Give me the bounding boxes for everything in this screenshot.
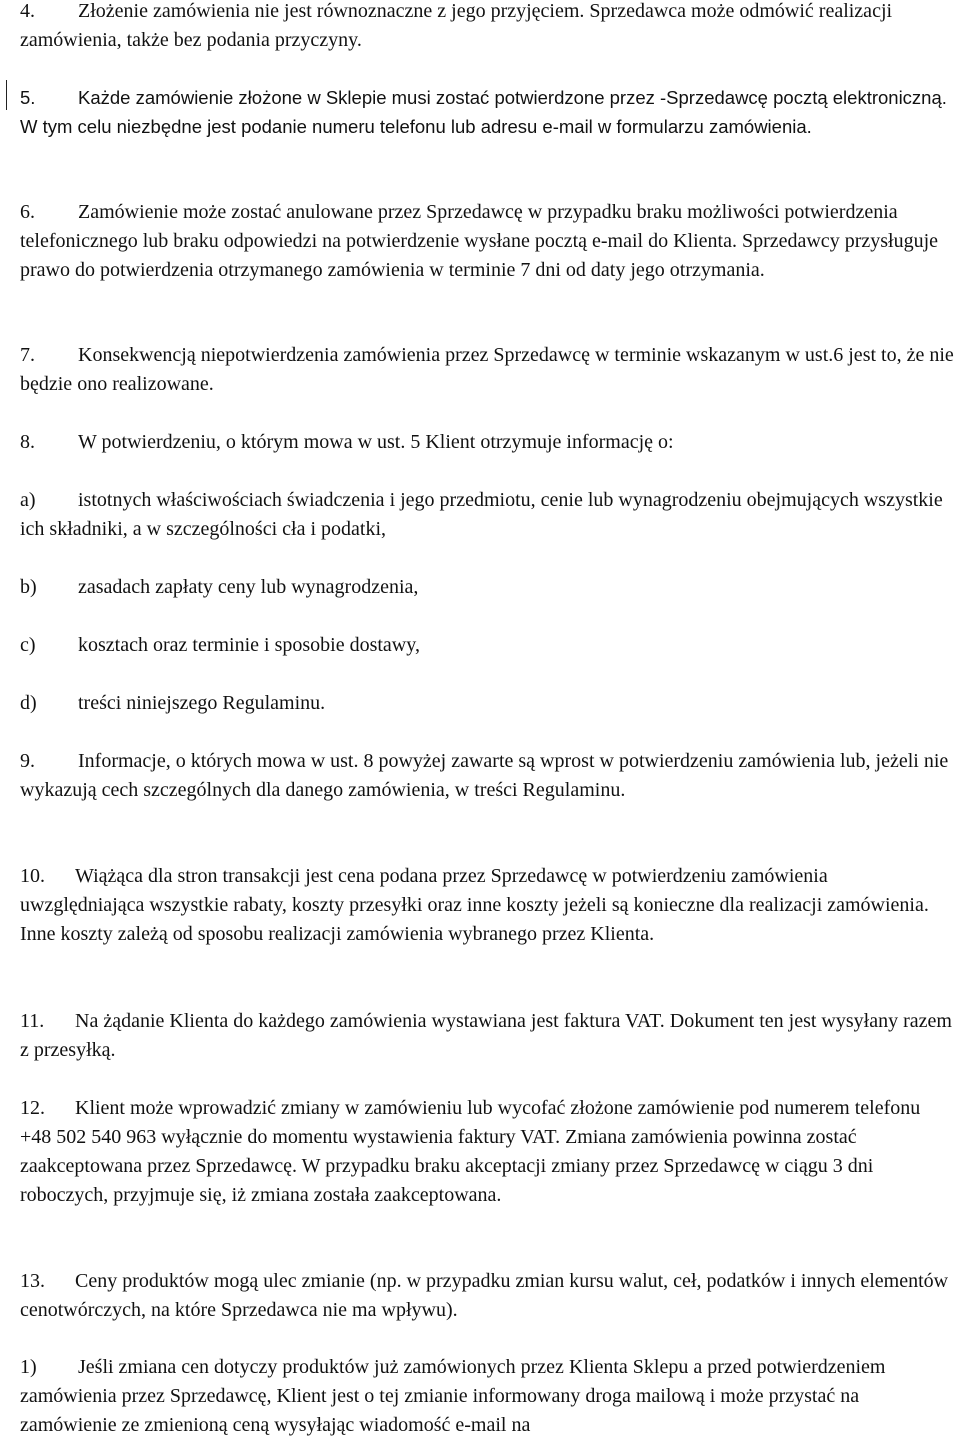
paragraph-text: Zamówienie może zostać anulowane przez Sprzedawcę w przypadku braku możliwości potwierdzenia telefonicznego lub braku odpowiedzi na potwierdzenie wysłane pocztą e-mail do Klienta. Sprzedawcy przysługuje prawo do potwierdzenia otrzymanego zamówienia w terminie 7 dni od daty jego otrzymania. bbox=[20, 201, 938, 281]
paragraph-13 bbox=[20, 1267, 956, 1325]
list-item-c bbox=[20, 631, 956, 660]
list-item-text: kosztach oraz terminie i sposobie dostawy, bbox=[78, 634, 420, 656]
paragraph-5 bbox=[20, 83, 956, 141]
paragraph-text-continued: wyłącznie do momentu wystawienia faktury VAT. Zmiana zamówienia powinna zostać zaakceptowana przez Sprzedawcę. W przypadku braku akceptacji zmiany przez Sprzedawcę w ciągu 3 dni roboczych, przyjmuje się, iż zmiana została zaakceptowana. bbox=[20, 1126, 874, 1206]
paragraph-4 bbox=[20, 0, 956, 55]
paragraph-12 bbox=[20, 1094, 956, 1210]
list-item-b bbox=[20, 573, 956, 602]
paragraph-9 bbox=[20, 747, 956, 805]
list-item-d bbox=[20, 689, 956, 718]
paragraph-number: 4. bbox=[20, 0, 35, 22]
paragraph-7 bbox=[20, 341, 956, 399]
list-item-text: treści niniejszego Regulaminu. bbox=[78, 692, 326, 714]
paragraph-text: Na żądanie Klienta do każdego zamówienia wystawiana jest faktura VAT. Dokument ten jest wysyłany razem z przesyłką. bbox=[20, 1010, 952, 1061]
paragraph-number: 5. bbox=[20, 87, 36, 108]
phone-number: +48 502 540 963 bbox=[20, 1126, 157, 1148]
list-item-text: Jeśli zmiana cen dotyczy produktów już zamówionych przez Klienta Sklepu a przed potwierdzeniem zamówienia przez Sprzedawcę, Klient jest o tej zmianie informowany droga mailową i może przystać na zamówienie ze zmienioną ceną wysyłając wiadomość e-mail na bbox=[20, 1356, 886, 1436]
paragraph-6 bbox=[20, 198, 956, 285]
revision-bar bbox=[6, 80, 7, 110]
list-item-letter: a) bbox=[20, 489, 36, 511]
list-item-letter: b) bbox=[20, 576, 37, 598]
paragraph-10 bbox=[20, 862, 956, 949]
paragraph-number: 12. bbox=[20, 1097, 45, 1119]
paragraph-number: 8. bbox=[20, 431, 35, 453]
paragraph-text: Każde zamówienie złożone w Sklepie musi zostać potwierdzone przez -Sprzedawcę pocztą elektroniczną. W tym celu niezbędne jest podanie numeru telefonu lub adresu e-mail w formularzu zamówienia. bbox=[20, 87, 947, 137]
list-item-letter: d) bbox=[20, 692, 37, 714]
paragraph-number: 6. bbox=[20, 201, 35, 223]
paragraph-number: 7. bbox=[20, 344, 35, 366]
paragraph-number: 11. bbox=[20, 1010, 45, 1032]
paragraph-text: Informacje, o których mowa w ust. 8 powyżej zawarte są wprost w potwierdzeniu zamówienia lub, jeżeli nie wykazują cech szczególnych dla danego zamówienia, w treści Regulaminu. bbox=[20, 750, 949, 801]
list-item-letter: c) bbox=[20, 634, 36, 656]
paragraph-8 bbox=[20, 428, 956, 457]
list-item-text: istotnych właściwościach świadczenia i jego przedmiotu, cenie lub wynagrodzeniu obejmujących wszystkie ich składniki, a w szczególności cła i podatki, bbox=[20, 489, 943, 540]
list-item-13-1 bbox=[20, 1353, 956, 1440]
list-item-number: 1) bbox=[20, 1356, 37, 1378]
paragraph-text: W potwierdzeniu, o którym mowa w ust. 5 Klient otrzymuje informację o: bbox=[78, 431, 674, 453]
paragraph-number: 10. bbox=[20, 865, 45, 887]
paragraph-text: Klient może wprowadzić zmiany w zamówieniu lub wycofać złożone zamówienie pod numerem telefonu bbox=[75, 1097, 921, 1119]
list-item-text: zasadach zapłaty ceny lub wynagrodzenia, bbox=[78, 576, 419, 598]
paragraph-11 bbox=[20, 1007, 956, 1065]
list-item-a bbox=[20, 486, 956, 544]
paragraph-text: Wiążąca dla stron transakcji jest cena podana przez Sprzedawcę w potwierdzeniu zamówienia uwzględniająca wszystkie rabaty, koszty przesyłki oraz inne koszty jeżeli są konieczne dla realizacji zamówienia. Inne koszty zależą od sposobu realizacji zamówienia wybranego przez Klienta. bbox=[20, 865, 929, 945]
paragraph-number: 13. bbox=[20, 1270, 45, 1292]
paragraph-text: Ceny produktów mogą ulec zmianie (np. w przypadku zmian kursu walut, ceł, podatków i innych elementów cenotwórczych, na które Sprzedawca nie ma wpływu). bbox=[20, 1270, 949, 1321]
paragraph-text: Złożenie zamówienia nie jest równoznaczne z jego przyjęciem. Sprzedawca może odmówić realizacji zamówienia, także bez podania przyczyny. bbox=[20, 0, 893, 51]
paragraph-number: 9. bbox=[20, 750, 35, 772]
paragraph-text: Konsekwencją niepotwierdzenia zamówienia przez Sprzedawcę w terminie wskazanym w ust.6 jest to, że nie będzie ono realizowane. bbox=[20, 344, 954, 395]
